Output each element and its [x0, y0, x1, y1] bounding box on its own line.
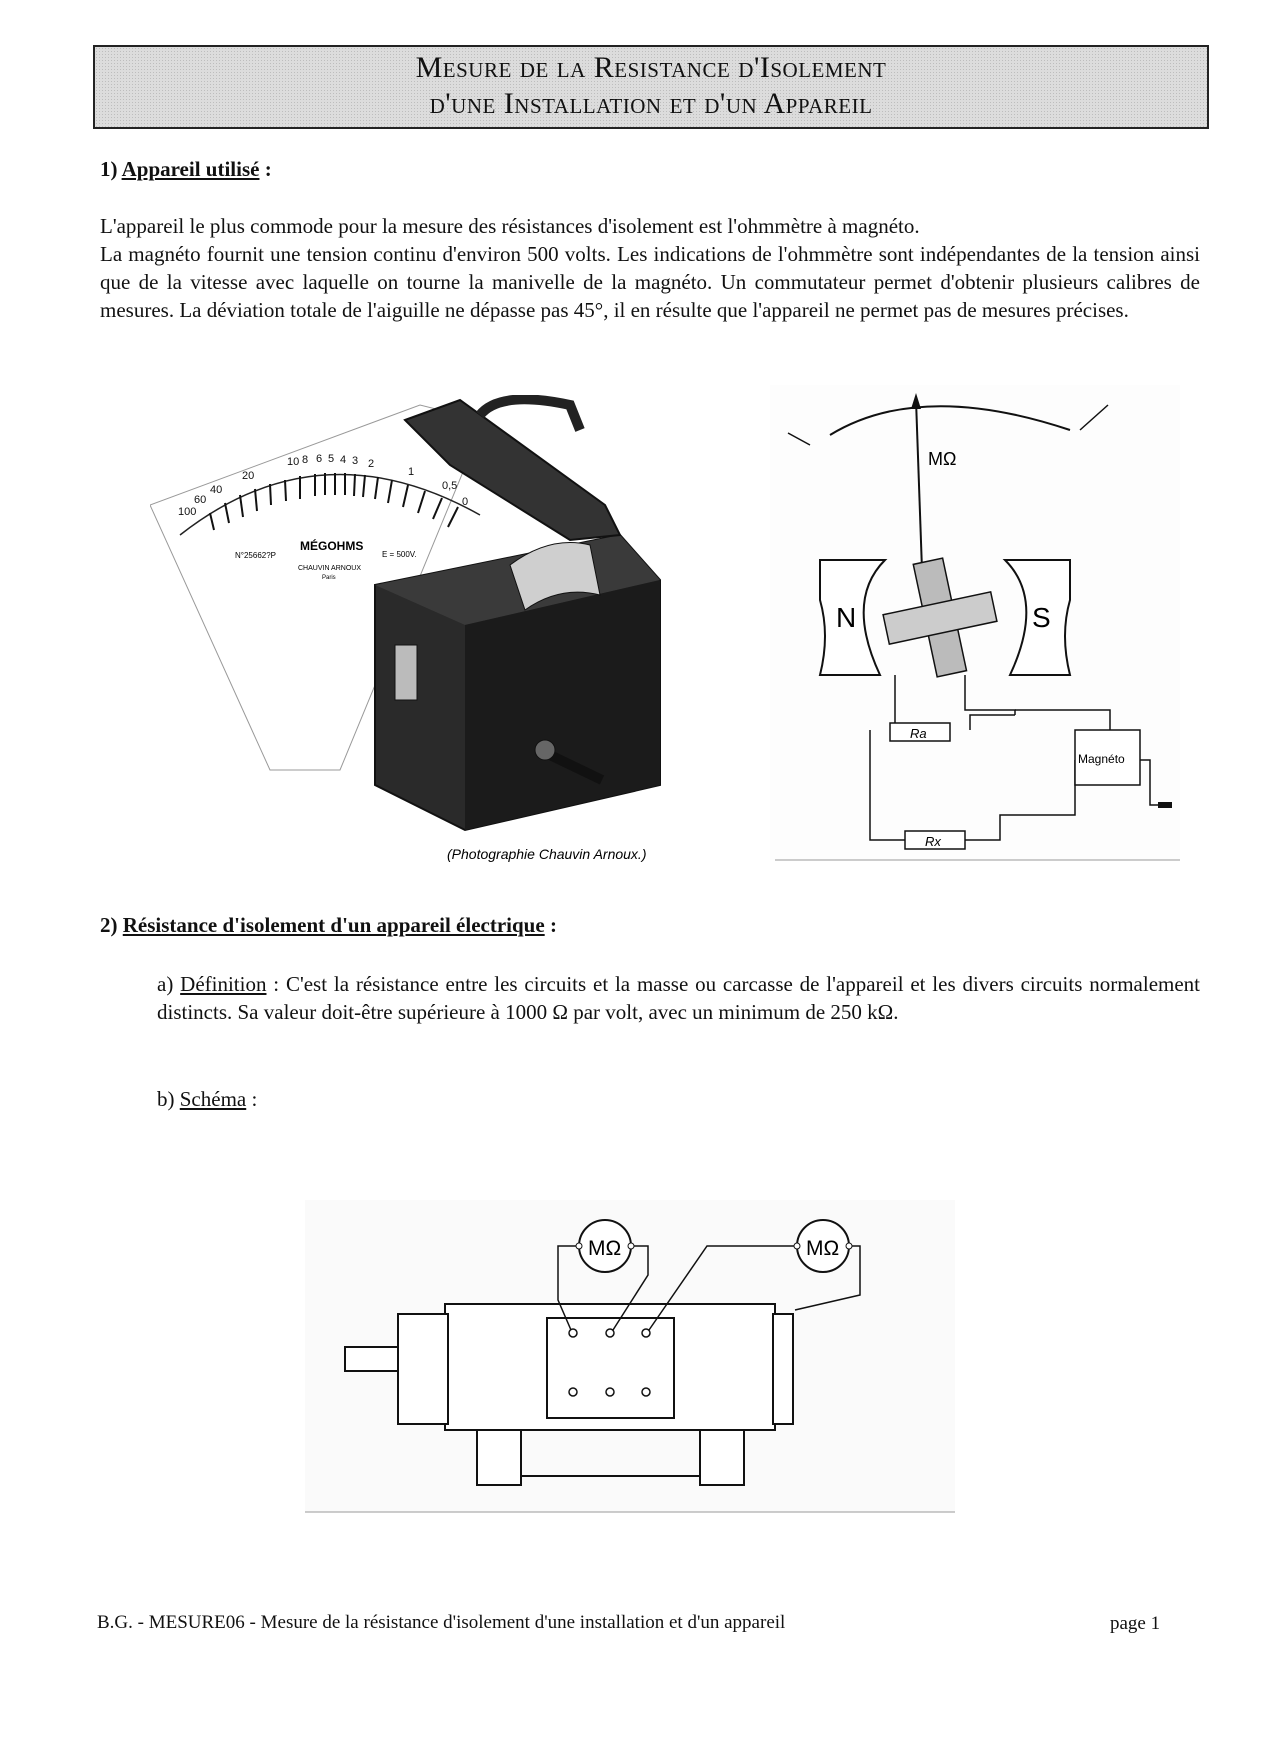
scale-number: 3 — [352, 455, 359, 467]
meter1-terminal-right — [628, 1243, 634, 1249]
schema-title: Schéma — [179, 1087, 247, 1111]
page-number: page 1 — [1110, 1613, 1161, 1634]
ra-label: Ra — [910, 726, 927, 741]
motor-endcap-right — [773, 1314, 793, 1424]
megohmmeter-photo — [150, 395, 710, 875]
magneto-label: Magnéto — [1078, 752, 1125, 766]
section1-colon: : — [264, 157, 272, 181]
serial-label: N°25662?P — [235, 551, 277, 560]
photo-caption: (Photographie Chauvin Arnoux.) — [447, 846, 647, 862]
maker-label: CHAUVIN ARNOUX — [298, 565, 362, 572]
definition-paragraph — [157, 970, 1200, 1026]
definition-title: Définition — [180, 972, 267, 996]
scale-number: 40 — [210, 484, 223, 496]
brand-label: MÉGOHMS — [300, 539, 364, 553]
meter1-terminal-left — [576, 1243, 582, 1249]
footer-text: B.G. - MESURE06 - Mesure de la résistance d'isolement d'une installation et d'un appareil — [97, 1612, 786, 1633]
scale-number: 4 — [340, 454, 347, 466]
scale-number: 100 — [178, 506, 197, 518]
section2-number: 2) — [100, 913, 118, 937]
motor-foot-right — [700, 1430, 744, 1485]
meter2-label: MΩ — [806, 1237, 840, 1260]
motor-endcap-left — [398, 1314, 448, 1424]
definition-label: a) — [157, 972, 174, 996]
schema-colon: : — [246, 1087, 258, 1111]
section2-title: Résistance d'isolement d'un appareil électrique — [122, 913, 545, 937]
section1-heading — [100, 157, 272, 182]
scale-number: 60 — [194, 494, 207, 506]
section1-number: 1) — [100, 157, 118, 181]
schema-label: b) — [157, 1087, 175, 1111]
definition-text: : C'est la résistance entre les circuits et la masse ou carcasse de l'appareil et les divers circuits normalement distincts. Sa valeur doit-être supérieure à 1000 Ω par volt, avec un minimum de 250 kΩ. — [157, 972, 1201, 1024]
scale-number: 1 — [408, 466, 415, 478]
motor-insulation-schematic — [305, 1200, 965, 1520]
title-line-1: Mesure de la Resistance d'Isolement — [415, 51, 887, 84]
schema-heading — [157, 1085, 457, 1113]
motor-shaft — [345, 1347, 398, 1371]
scale-number: 10 — [287, 456, 300, 468]
section2-heading — [100, 913, 557, 938]
scale-number: 20 — [242, 470, 255, 482]
title-box — [93, 45, 1209, 129]
meter2-terminal-left — [794, 1243, 800, 1249]
scale-number: 6 — [316, 453, 323, 465]
city-label: Paris — [322, 575, 336, 581]
motor-foot-left — [477, 1430, 521, 1485]
section1-body — [100, 212, 1200, 324]
section1-paragraph-1: L'appareil le plus commode pour la mesure des résistances d'isolement est l'ohmmètre à magnéto. — [100, 214, 920, 238]
section2-colon: : — [549, 913, 557, 937]
meter2-terminal-right — [846, 1243, 852, 1249]
south-label: S — [1032, 602, 1051, 633]
ohmmeter-schematic — [770, 385, 1190, 865]
scale-number: 8 — [302, 454, 309, 466]
meter-latch — [395, 645, 417, 700]
ground-terminal — [1158, 802, 1172, 808]
scale-number: 0,5 — [442, 480, 458, 492]
section1-paragraph-2: La magnéto fournit une tension continu d'environ 500 volts. Les indications de l'ohmmètre sont indépendantes de la tension ainsi que de la vitesse avec laquelle on tourne la manivelle de la magnéto. Un commutateur permet d'obtenir plusieurs calibres de mesures. La déviation totale de l'aiguille ne dépasse pas 45°, il en résulte que l'appareil ne permet pas de mesures précises. — [100, 242, 1200, 322]
title-line-2: d'une Installation et d'un Appareil — [429, 87, 873, 120]
scale-number: 0 — [462, 496, 469, 508]
crank-hub — [535, 740, 555, 760]
north-label: N — [836, 602, 857, 633]
schematic1-unit: MΩ — [928, 449, 957, 469]
section1-title: Appareil utilisé — [121, 157, 260, 181]
meter1-label: MΩ — [588, 1237, 622, 1260]
voltage-label: E = 500V. — [382, 550, 417, 559]
rx-label: Rx — [925, 834, 941, 849]
scale-number: 2 — [368, 458, 375, 470]
scale-number: 5 — [328, 453, 335, 465]
